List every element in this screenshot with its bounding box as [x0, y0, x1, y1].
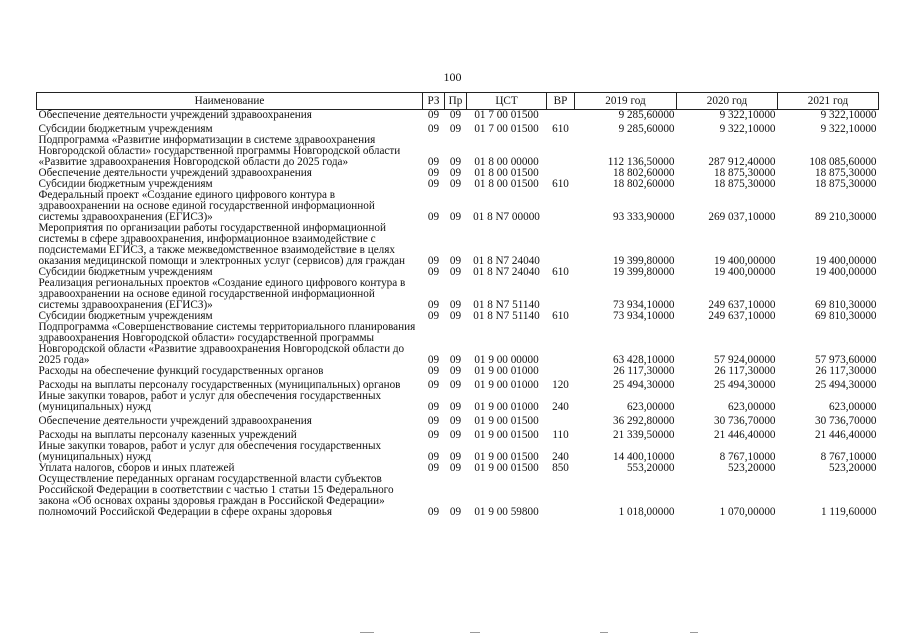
cell-rz: 09: [427, 167, 440, 179]
cell-y2019: 73 934,10000: [612, 299, 675, 311]
cell-name: Расходы на выплаты персоналу государственных (муниципальных) органов: [38, 379, 401, 391]
cell-y2021: 18 875,30000: [814, 178, 877, 190]
cell-y2019: 19 399,80000: [612, 266, 675, 278]
cell-cst: 01 9 00 01000: [474, 365, 539, 377]
cell-pr: 09: [449, 401, 462, 413]
cell-y2020: 18 875,30000: [713, 178, 776, 190]
cell-name: Осуществление переданных органам государственной власти субъектов Российской Федерации в соответствии с частью 1 статьи 15 Федерального закона «Об основах охраны здоровья граждан в Российской Федерации» полномочий Российской Федерации в сфере охраны здоровья: [38, 473, 394, 518]
cell-y2020: 269 037,10000: [708, 211, 776, 223]
table-row: [37, 322, 879, 366]
table-row: [37, 110, 879, 122]
table-row: [37, 135, 879, 168]
cell-rz: 09: [427, 211, 440, 223]
cell-cst: 01 9 00 00000: [474, 354, 539, 366]
cell-name: Иные закупки товаров, работ и услуг для обеспечения государственных (муниципальных) нужд: [38, 390, 382, 413]
cell-cst: 01 8 N7 51140: [473, 310, 540, 322]
cell-rz: 09: [427, 451, 440, 463]
cell-name: Подпрограмма «Совершенствование системы территориального планирования здравоохранения Новгородской области» государственной программы Новгородской области «Развитие здравоохранения Новгородской области до 2025 года»: [38, 321, 416, 366]
page-bottom-marks: [0, 632, 905, 636]
header-pr: Пр: [445, 93, 467, 110]
cell-y2019: 21 339,50000: [612, 429, 675, 441]
cell-y2019: 14 400,10000: [612, 451, 675, 463]
table-row: [37, 121, 879, 135]
budget-table: [36, 92, 879, 518]
cell-y2019: 93 333,90000: [612, 211, 675, 223]
cell-y2020: 8 767,10000: [719, 451, 776, 463]
header-name: Наименование: [37, 93, 423, 110]
cell-y2021: 9 322,10000: [820, 123, 877, 135]
cell-y2021: 623,00000: [828, 401, 877, 413]
cell-cst: 01 8 N7 24040: [473, 255, 540, 267]
cell-y2019: 25 494,30000: [612, 379, 675, 391]
table-row: [37, 278, 879, 311]
cell-y2021: 26 117,30000: [815, 365, 877, 377]
cell-y2020: 287 912,40000: [708, 156, 776, 168]
table-row: [37, 474, 879, 518]
cell-name: Субсидии бюджетным учреждениям: [38, 178, 213, 190]
header-vr: ВР: [547, 93, 575, 110]
cell-rz: 09: [427, 109, 440, 121]
cell-y2020: 9 322,10000: [719, 109, 776, 121]
cell-cst: 01 9 00 01500: [474, 462, 539, 474]
cell-vr: [547, 110, 575, 122]
table-row: [37, 391, 879, 413]
cell-y2021: 523,20000: [828, 462, 877, 474]
cell-y2021: 9 322,10000: [820, 109, 877, 121]
cell-pr: 09: [449, 429, 462, 441]
cell-rz: 09: [427, 123, 440, 135]
cell-y2021: 18 875,30000: [814, 167, 877, 179]
cell-name: Обеспечение деятельности учреждений здравоохранения: [38, 109, 312, 121]
cell-y2019: 36 292,80000: [612, 415, 675, 427]
cell-pr: 09: [449, 178, 462, 190]
cell-rz: 09: [427, 299, 440, 311]
cell-vr: 610: [552, 178, 569, 190]
cell-pr: 09: [449, 379, 462, 391]
cell-y2020: 249 637,10000: [708, 310, 776, 322]
page-number: 100: [443, 70, 462, 84]
cell-y2020: 1 070,00000: [719, 506, 776, 518]
cell-rz: 09: [427, 310, 440, 322]
cell-name: Обеспечение деятельности учреждений здравоохранения: [38, 167, 312, 179]
cell-pr: 09: [449, 310, 462, 322]
table-body: [37, 110, 879, 519]
cell-rz: 09: [427, 255, 440, 267]
cell-pr: 09: [449, 506, 462, 518]
cell-name: Субсидии бюджетным учреждениям: [38, 266, 213, 278]
cell-pr: 09: [449, 415, 462, 427]
cell-y2020: 25 494,30000: [713, 379, 776, 391]
cell-y2021: 57 973,60000: [814, 354, 877, 366]
cell-vr: [547, 223, 575, 267]
cell-y2021: 69 810,30000: [814, 299, 877, 311]
cell-y2021: 25 494,30000: [814, 379, 877, 391]
cell-pr: 09: [449, 109, 462, 121]
cell-y2020: 21 446,40000: [713, 429, 776, 441]
cell-y2019: 112 136,50000: [607, 156, 675, 168]
cell-y2021: 1 119,60000: [820, 506, 877, 518]
cell-rz: 09: [427, 462, 440, 474]
table-row: [37, 441, 879, 463]
cell-y2019: 26 117,30000: [613, 365, 675, 377]
cell-vr: 120: [552, 379, 569, 391]
header-cst: ЦСТ: [467, 93, 547, 110]
cell-vr: [547, 190, 575, 223]
cell-cst: 01 8 N7 51140: [473, 299, 540, 311]
cell-y2019: 73 934,10000: [612, 310, 675, 322]
cell-y2020: 19 400,00000: [713, 255, 776, 267]
cell-cst: 01 9 00 01500: [474, 451, 539, 463]
table-row: [37, 427, 879, 441]
cell-vr: [547, 135, 575, 168]
cell-y2019: 623,00000: [626, 401, 675, 413]
cell-name: Субсидии бюджетным учреждениям: [38, 123, 213, 135]
cell-cst: 01 7 00 01500: [474, 109, 539, 121]
cell-y2021: 69 810,30000: [814, 310, 877, 322]
cell-cst: 01 8 N7 00000: [473, 211, 540, 223]
cell-pr: 09: [449, 266, 462, 278]
cell-pr: 09: [449, 123, 462, 135]
cell-vr: [547, 413, 575, 427]
cell-pr: 09: [449, 211, 462, 223]
cell-name: Подпрограмма «Развитие информатизации в системе здравоохранения Новгородской области» государственной программы Новгородской области «Развитие здравоохранения Новгородской области до 2025 года»: [38, 134, 401, 168]
cell-pr: 09: [449, 462, 462, 474]
cell-vr: 110: [552, 429, 569, 441]
cell-vr: [547, 278, 575, 311]
cell-y2021: 19 400,00000: [814, 255, 877, 267]
cell-cst: 01 8 00 01500: [474, 178, 539, 190]
cell-y2021: 108 085,60000: [809, 156, 877, 168]
cell-y2020: 249 637,10000: [708, 299, 776, 311]
cell-y2021: 19 400,00000: [814, 266, 877, 278]
cell-y2021: 8 767,10000: [820, 451, 877, 463]
cell-name: Расходы на выплаты персоналу казенных учреждений: [38, 429, 297, 441]
cell-vr: 240: [552, 451, 569, 463]
cell-y2020: 57 924,00000: [713, 354, 776, 366]
cell-pr: 09: [449, 156, 462, 168]
cell-vr: [547, 474, 575, 518]
cell-vr: 240: [552, 401, 569, 413]
header-2019: 2019 год: [575, 93, 677, 110]
cell-vr: 610: [552, 123, 569, 135]
cell-pr: 09: [449, 167, 462, 179]
cell-y2019: 553,20000: [626, 462, 675, 474]
cell-y2020: 18 875,30000: [713, 167, 776, 179]
cell-y2019: 18 802,60000: [612, 167, 675, 179]
cell-cst: 01 8 N7 24040: [473, 266, 540, 278]
cell-rz: 09: [427, 429, 440, 441]
cell-name: Федеральный проект «Создание единого цифрового контура в здравоохранении на основе единой государственной информационной системы здравоохранения (ЕГИСЗ)»: [38, 189, 375, 223]
cell-rz: 09: [427, 178, 440, 190]
cell-y2020: 30 736,70000: [713, 415, 776, 427]
cell-cst: 01 9 00 59800: [474, 506, 539, 518]
cell-y2020: 623,00000: [727, 401, 776, 413]
cell-name: Иные закупки товаров, работ и услуг для обеспечения государственных (муниципальных) нужд: [38, 440, 382, 463]
cell-y2019: 19 399,80000: [612, 255, 675, 267]
cell-y2019: 9 285,60000: [618, 123, 675, 135]
cell-y2021: 21 446,40000: [814, 429, 877, 441]
cell-y2020: 523,20000: [727, 462, 776, 474]
cell-cst: 01 9 00 01500: [474, 429, 539, 441]
cell-vr: [547, 322, 575, 366]
cell-pr: 09: [449, 299, 462, 311]
cell-name: Расходы на обеспечение функций государственных органов: [38, 365, 324, 377]
cell-y2020: 9 322,10000: [719, 123, 776, 135]
cell-rz: 09: [427, 379, 440, 391]
cell-y2019: 9 285,60000: [618, 109, 675, 121]
cell-y2019: 63 428,10000: [612, 354, 675, 366]
header-2020: 2020 год: [677, 93, 778, 110]
cell-cst: 01 9 00 01000: [474, 379, 539, 391]
cell-vr: 850: [552, 462, 569, 474]
cell-rz: 09: [427, 401, 440, 413]
cell-pr: 09: [449, 255, 462, 267]
cell-vr: 610: [552, 266, 569, 278]
table-row: [37, 377, 879, 391]
cell-rz: 09: [427, 156, 440, 168]
cell-rz: 09: [427, 266, 440, 278]
cell-pr: 09: [449, 365, 462, 377]
cell-cst: 01 8 00 00000: [474, 156, 539, 168]
table-row: [37, 223, 879, 267]
cell-pr: 09: [449, 354, 462, 366]
table-row: [37, 366, 879, 377]
header-2021: 2021 год: [778, 93, 879, 110]
cell-y2021: 30 736,70000: [814, 415, 877, 427]
cell-rz: 09: [427, 354, 440, 366]
cell-name: Мероприятия по организации работы государственной информационной системы в сфере здравоохранения, информационное взаимодействие с подсистемами ЕГИСЗ, а также межведомственное взаимодействие в целях оказания медицинской помощи и электронных услуг (сервисов) для граждан: [38, 222, 406, 267]
cell-cst: 01 8 00 01500: [474, 167, 539, 179]
header-rz: РЗ: [423, 93, 445, 110]
cell-rz: 09: [427, 506, 440, 518]
cell-y2020: 19 400,00000: [713, 266, 776, 278]
cell-cst: 01 7 00 01500: [474, 123, 539, 135]
cell-name: Субсидии бюджетным учреждениям: [38, 310, 213, 322]
cell-vr: 610: [552, 310, 569, 322]
cell-pr: 09: [449, 451, 462, 463]
cell-name: Уплата налогов, сборов и иных платежей: [38, 462, 235, 474]
table-row: [37, 190, 879, 223]
cell-y2021: 89 210,30000: [814, 211, 877, 223]
table-header-row: [37, 93, 879, 110]
cell-y2019: 18 802,60000: [612, 178, 675, 190]
cell-vr: [547, 366, 575, 377]
cell-rz: 09: [427, 415, 440, 427]
cell-y2020: 26 117,30000: [714, 365, 776, 377]
cell-y2019: 1 018,00000: [618, 506, 675, 518]
cell-rz: 09: [427, 365, 440, 377]
cell-name: Реализация региональных проектов «Создание единого цифрового контура в здравоохранении на основе единой государственной информационной системы здравоохранения (ЕГИСЗ)»: [38, 277, 406, 311]
cell-name: Обеспечение деятельности учреждений здравоохранения: [38, 415, 312, 427]
table-row: [37, 413, 879, 427]
cell-cst: 01 9 00 01000: [474, 401, 539, 413]
cell-cst: 01 9 00 01500: [474, 415, 539, 427]
